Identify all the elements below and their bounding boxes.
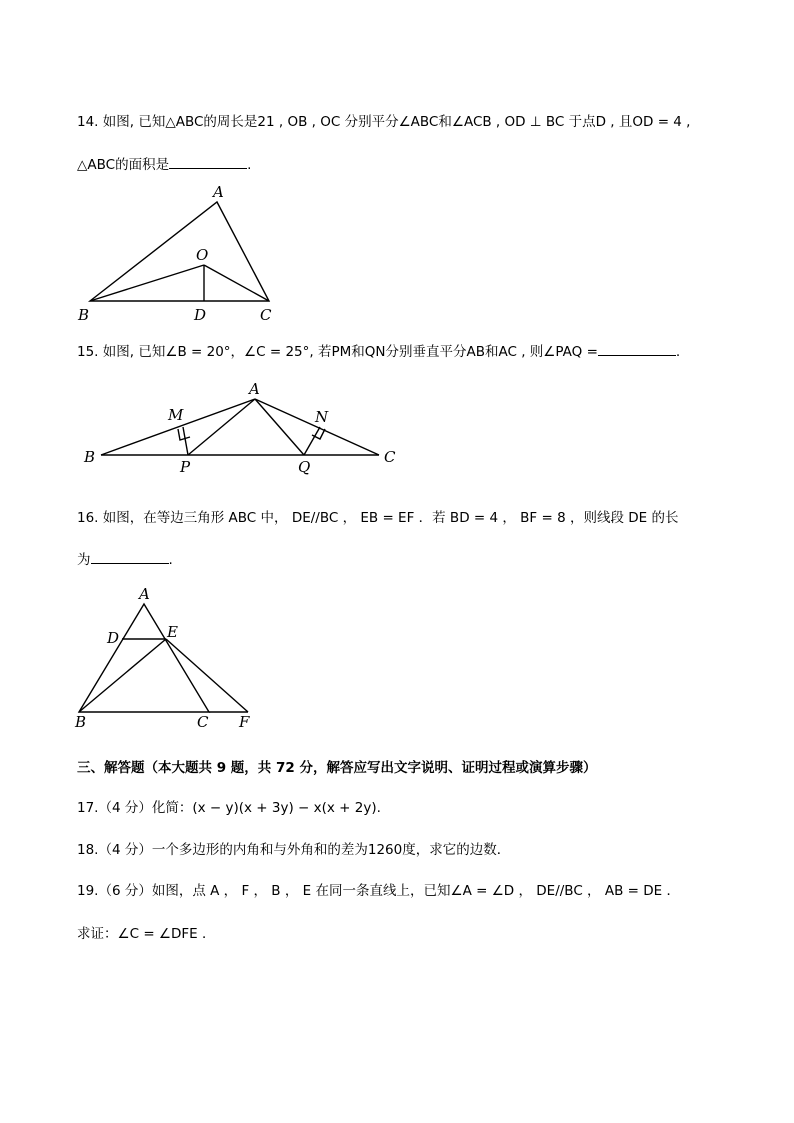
label-d: D	[107, 629, 120, 647]
q16-figure	[70, 583, 270, 733]
q14-figure	[70, 180, 290, 330]
q14-line2-end: .	[247, 157, 252, 173]
segment-be	[79, 639, 166, 712]
q16-line2-text: 为	[77, 552, 91, 568]
answer-blank	[91, 550, 169, 564]
label-b: B	[75, 713, 87, 731]
label-o: O	[196, 246, 209, 264]
label-c: C	[384, 448, 396, 466]
label-n: N	[315, 408, 329, 426]
label-e: E	[167, 623, 178, 641]
segment-ef	[166, 639, 248, 712]
segment-pa	[188, 399, 255, 455]
label-a: A	[139, 585, 150, 603]
segment-qa	[255, 399, 304, 455]
q14-line1: 14. 如图, 已知△ABC的周长是21 , OB , OC 分别平分∠ABC和∠ACB , OD ⊥ BC 于点D , 且OD = 4 ,	[77, 114, 691, 130]
q15-line1	[77, 340, 680, 360]
segment-pm	[183, 427, 188, 455]
q15-line1-end: .	[675, 344, 681, 360]
q14-line2	[77, 153, 251, 173]
q19-line1: 19.（6 分）如图，点 A ， F ， B ， E 在同一条直线上，已知∠A = ∠D ， DE//BC ， AB = DE ．	[77, 883, 680, 899]
label-c: C	[197, 713, 209, 731]
q16-line1: 16. 如图，在等边三角形 ABC 中， DE//BC ， EB = EF ．若 BD = 4 ， BF = 8 ，则线段 DE 的长	[77, 510, 679, 526]
label-c: C	[260, 306, 272, 324]
segment-ob	[90, 265, 204, 301]
label-a: A	[249, 380, 260, 398]
label-m: M	[168, 406, 184, 424]
answer-blank	[598, 342, 676, 356]
label-b: B	[84, 448, 96, 466]
q16-line2-end: .	[168, 552, 173, 568]
label-p: P	[180, 458, 191, 476]
label-b: B	[78, 306, 90, 324]
label-f: F	[239, 713, 250, 731]
label-d: D	[194, 306, 207, 324]
q16-line2	[77, 548, 173, 568]
label-q: Q	[298, 458, 311, 476]
section-heading: 三、解答题（本大题共 9 题，共 72 分，解答应写出文字说明、证明过程或演算步骤）	[77, 760, 597, 776]
segment-qn	[304, 427, 320, 455]
q15-figure	[80, 378, 400, 478]
q17-text: 17.（4 分）化简：(x − y)(x + 3y) − x(x + 2y).	[77, 800, 381, 816]
q14-line2-text: △ABC的面积是	[77, 157, 170, 173]
q15-line1-text: 15. 如图, 已知∠B = 20°，∠C = 25°, 若PM和QN分别垂直平分AB和AC , 则∠PAQ =	[77, 344, 598, 360]
q18-text: 18.（4 分）一个多边形的内角和与外角和的差为1260度，求它的边数．	[77, 842, 511, 858]
q19-line2: 求证：∠C = ∠DFE ．	[77, 926, 216, 942]
label-a: A	[213, 183, 224, 201]
answer-blank	[169, 155, 247, 169]
